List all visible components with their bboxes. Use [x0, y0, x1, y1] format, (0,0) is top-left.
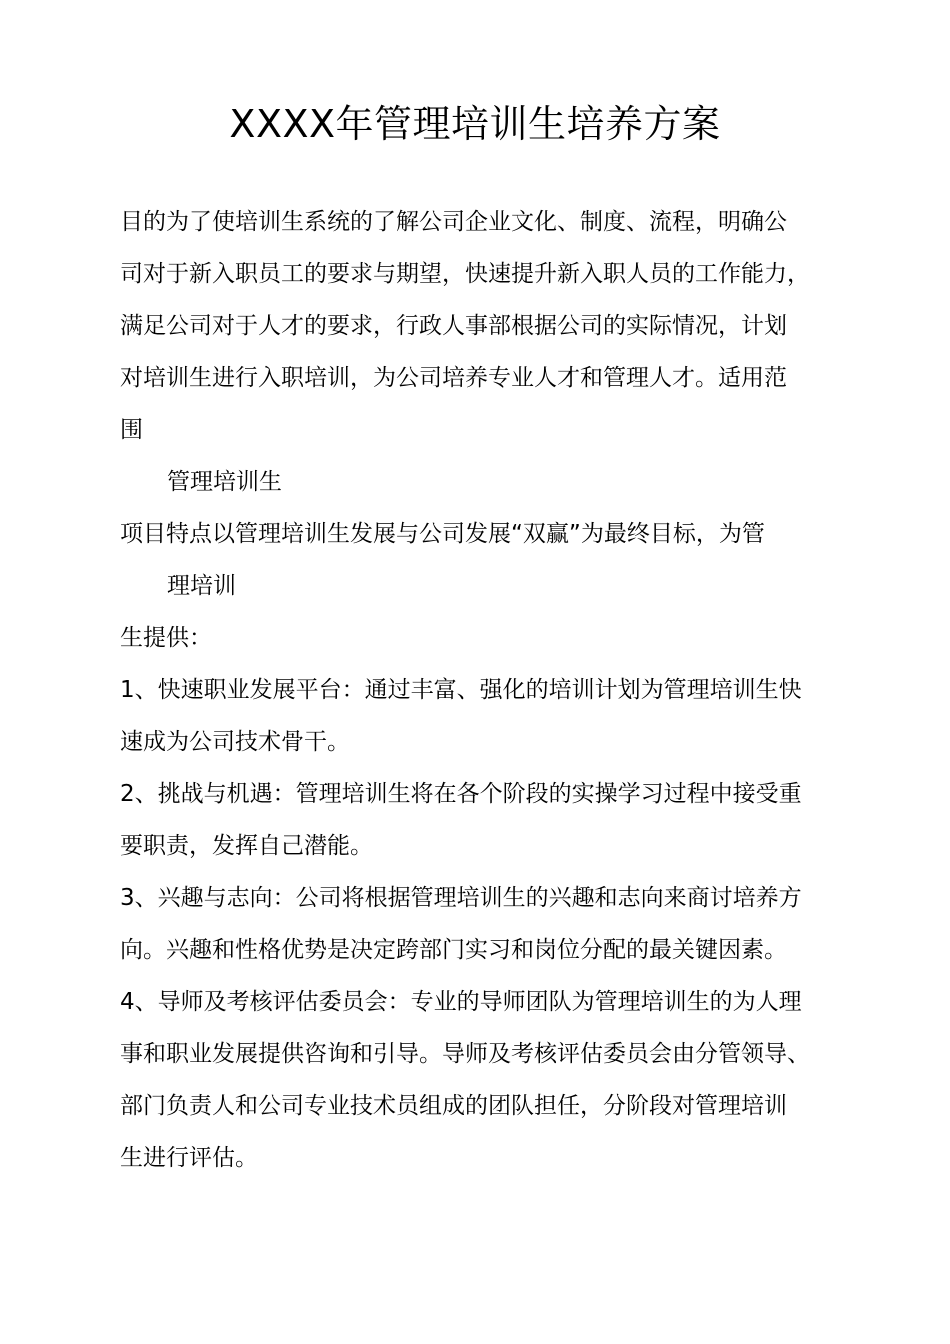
document-body: [120, 196, 832, 1184]
text-line: 4、导师及考核评估委员会：专业的导师团队为管理培训生的为人理: [120, 989, 802, 1015]
text-line: 目的为了使培训生系统的了解公司企业文化、制度、流程，明确公: [120, 209, 787, 235]
text-line: 要职责，发挥自己潜能。: [120, 833, 373, 859]
text-line: 司对于新入职员工的要求与期望，快速提升新入职人员的工作能力，: [120, 261, 810, 287]
text-line: 部门负责人和公司专业技术员组成的团队担任，分阶段对管理培训: [120, 1093, 787, 1119]
text-line: 管理培训生: [167, 469, 282, 495]
text-line: 对培训生进行入职培训，为公司培养专业人才和管理人才。适用范: [120, 365, 787, 391]
text-line: 理培训: [167, 573, 236, 599]
text-line: 2、挑战与机遇：管理培训生将在各个阶段的实操学习过程中接受重: [120, 781, 802, 807]
text-line: 项目特点以管理培训生发展与公司发展“双赢”为最终目标，为管: [120, 521, 765, 547]
text-line: 速成为公司技术骨干。: [120, 729, 350, 755]
text-line: 满足公司对于人才的要求，行政人事部根据公司的实际情况，计划: [120, 313, 787, 339]
document-title: XXXX年管理培训生培养方案: [229, 102, 721, 146]
text-line: 生提供：: [120, 625, 212, 651]
text-line: 生进行评估。: [120, 1145, 258, 1171]
text-line: 1、快速职业发展平台：通过丰富、强化的培训计划为管理培训生快: [120, 677, 802, 703]
text-line: 3、兴趣与志向：公司将根据管理培训生的兴趣和志向来商讨培养方: [120, 885, 802, 911]
text-line: 事和职业发展提供咨询和引导。导师及考核评估委员会由分管领导、: [120, 1041, 810, 1067]
text-line: 围: [120, 417, 143, 443]
text-line: 向。兴趣和性格优势是决定跨部门实习和岗位分配的最关键因素。: [120, 937, 787, 963]
